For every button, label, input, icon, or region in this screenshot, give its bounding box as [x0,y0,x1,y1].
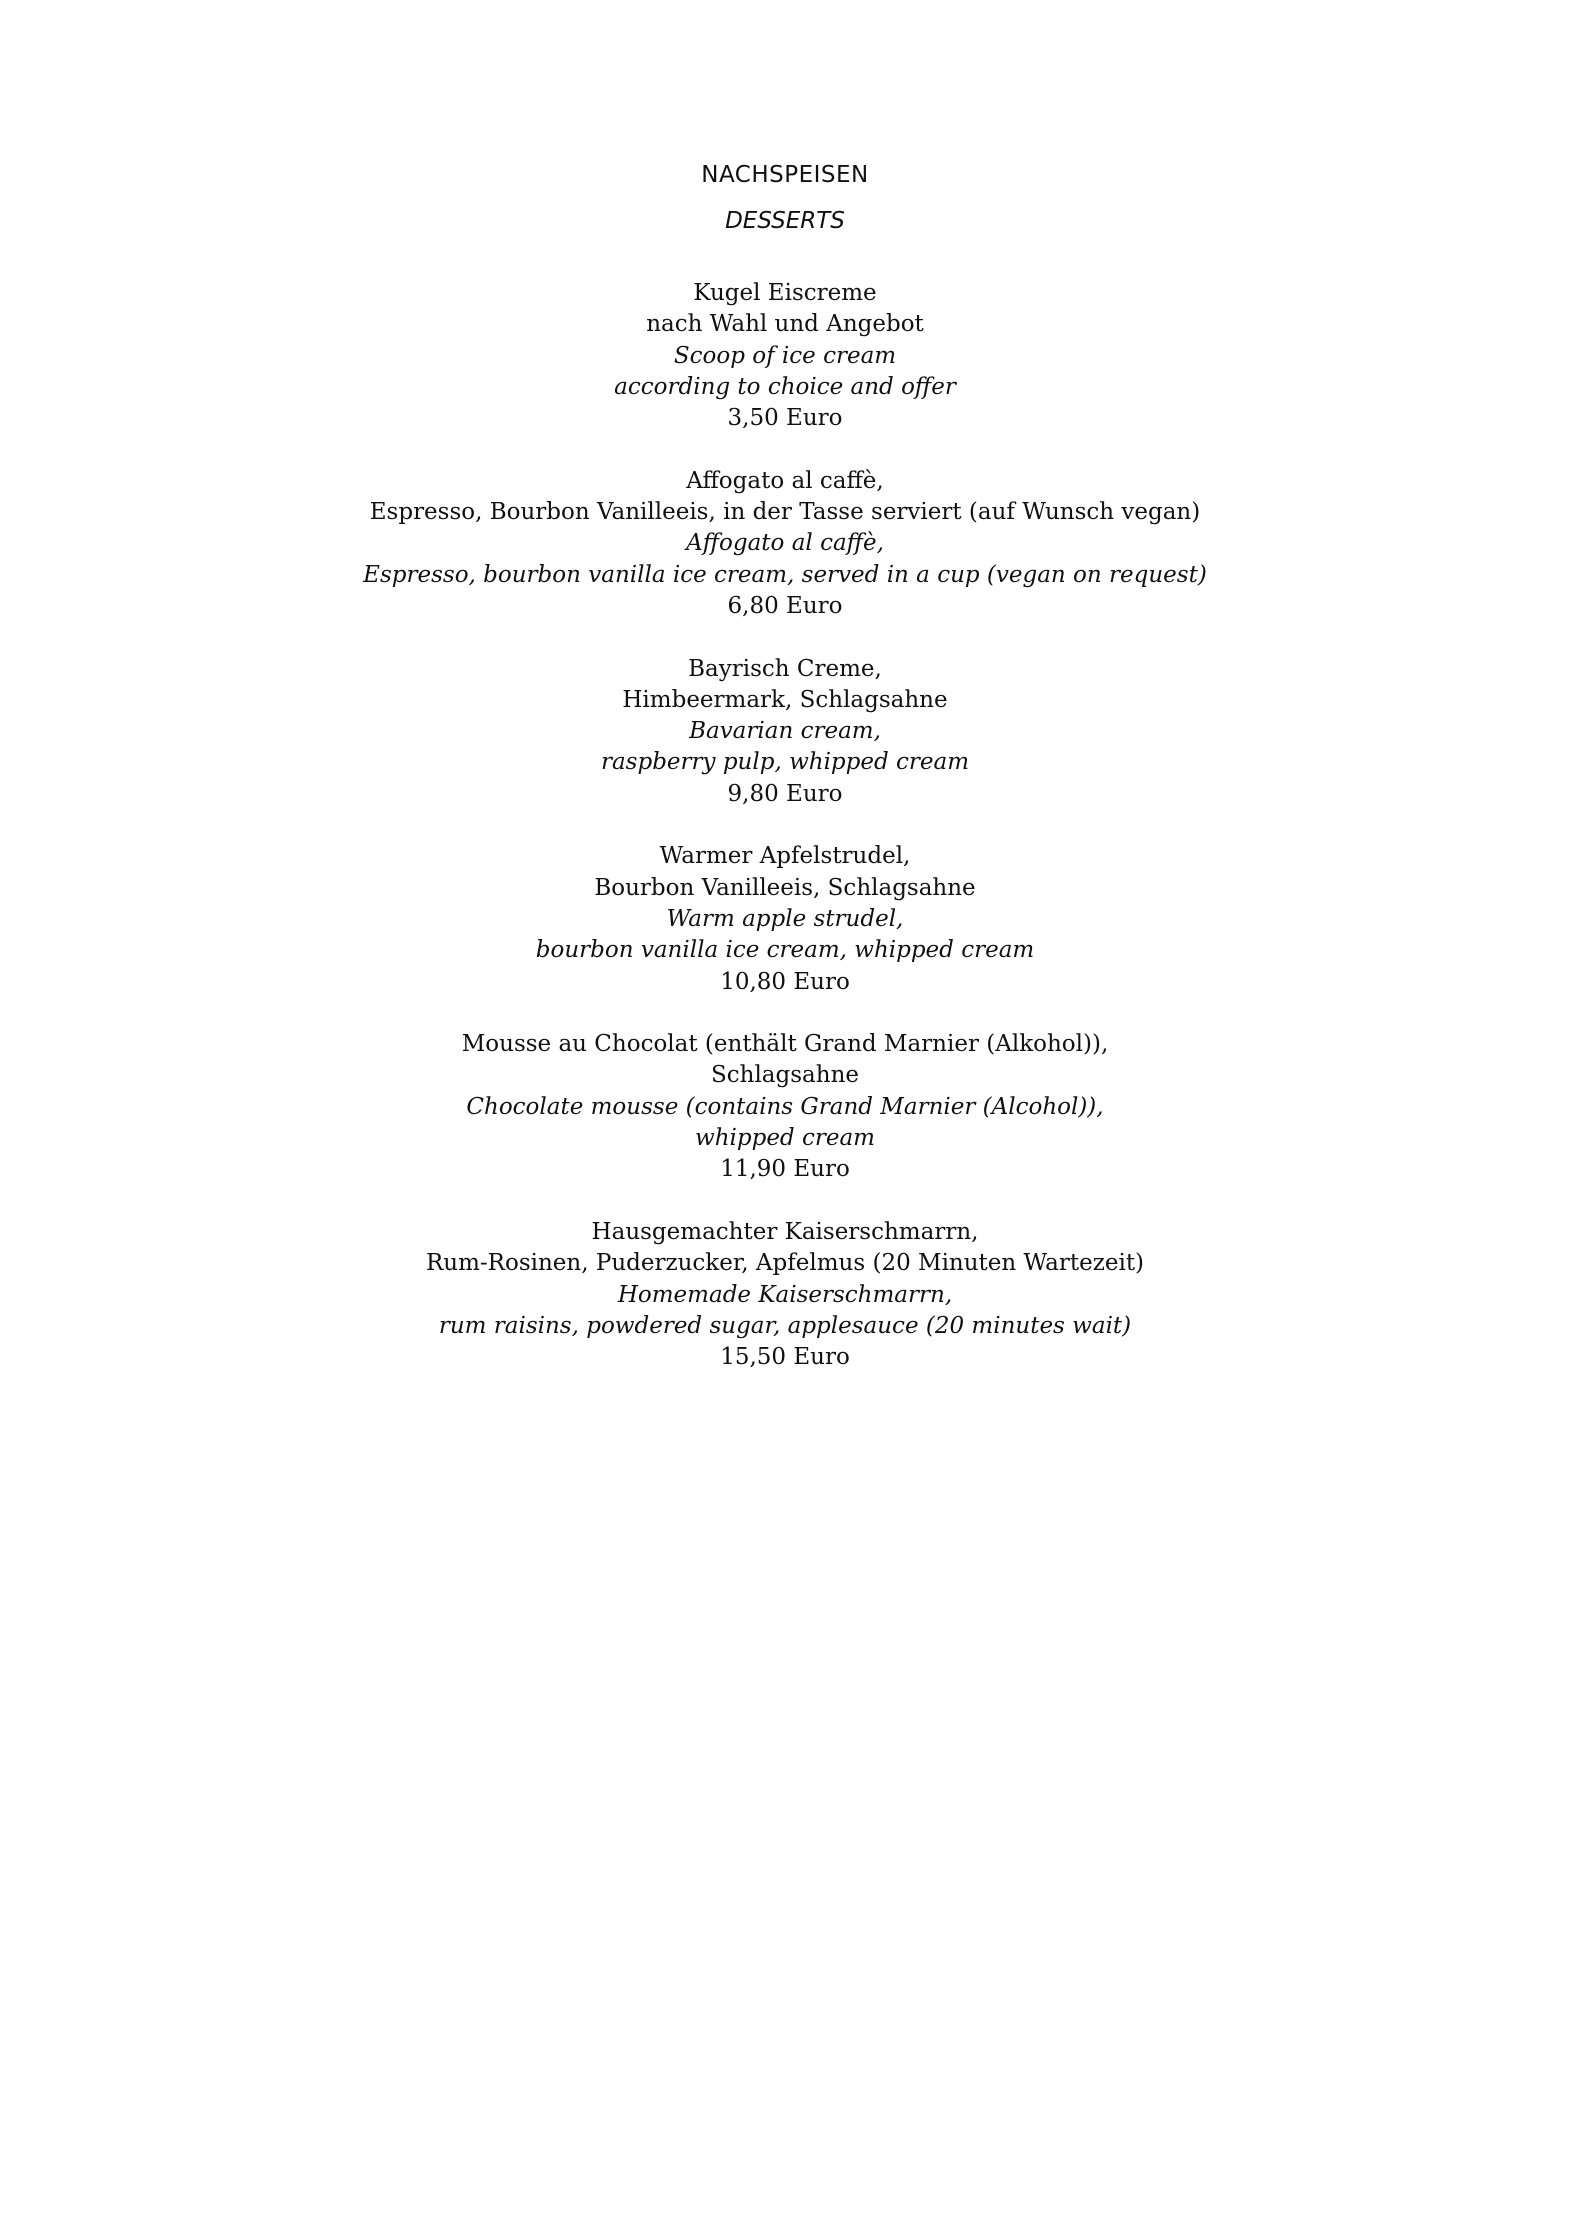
dish-item [0,654,1570,810]
dish-name-de: Affogato al caffè, [686,467,884,494]
dish-name-en: Scoop of ice cream [673,342,897,369]
dish-item [0,1029,1570,1185]
page-title: NACHSPEISEN [701,162,869,188]
dish-description-en: bourbon vanilla ice cream, whipped cream [535,937,1035,964]
dish-name-de: Bayrisch Creme, [688,655,882,682]
dish-description-de: Rum-Rosinen, Puderzucker, Apfelmus (20 Minuten Wartezeit) [425,1250,1145,1277]
dish-name-de: Warmer Apfelstrudel, [659,843,911,870]
dish-description-de: Bourbon Vanilleeis, Schlagsahne [594,874,976,901]
dish-name-en: Chocolate mousse (contains Grand Marnier (Alcohol)), [466,1093,1104,1120]
dish-price: 3,50 Euro [727,405,843,432]
dish-name-en: Homemade Kaiserschmarrn, [617,1281,953,1308]
page-subtitle: DESSERTS [725,208,845,234]
dish-description-en: raspberry pulp, whipped cream [600,749,970,776]
dish-description-de: Schlagsahne [711,1062,859,1089]
dish-item [0,1217,1570,1373]
dish-description-de: Espresso, Bourbon Vanilleeis, in der Tasse serviert (auf Wunsch vegan) [369,499,1201,526]
dish-name-en: Bavarian cream, [689,718,881,745]
dish-name-de: Hausgemachter Kaiserschmarrn, [591,1218,979,1245]
menu-header [0,160,1570,236]
dish-price: 11,90 Euro [720,1156,850,1183]
dish-description-en: whipped cream [695,1125,875,1152]
dish-description-de: nach Wahl und Angebot [646,311,924,338]
dish-description-en: Espresso, bourbon vanilla ice cream, served in a cup (vegan on request) [363,561,1207,588]
dish-item [0,841,1570,997]
dish-name-de: Mousse au Chocolat (enthält Grand Marnier (Alkohol)), [461,1031,1109,1058]
dish-description-de: Himbeermark, Schlagsahne [622,686,948,713]
dish-description-en: according to choice and offer [614,373,956,400]
dish-price: 10,80 Euro [720,968,850,995]
dish-price: 6,80 Euro [727,592,843,619]
dish-price: 9,80 Euro [727,780,843,807]
dish-name-en: Affogato al caffè, [686,530,884,557]
dish-name-en: Warm apple strudel, [666,905,904,932]
dish-name-de: Kugel Eiscreme [693,280,877,306]
dish-price: 15,50 Euro [720,1344,850,1371]
dish-item [0,466,1570,622]
dessert-list [0,278,1570,1405]
dish-item [0,278,1570,434]
dish-description-en: rum raisins, powdered sugar, applesauce (20 minutes wait) [438,1312,1132,1339]
